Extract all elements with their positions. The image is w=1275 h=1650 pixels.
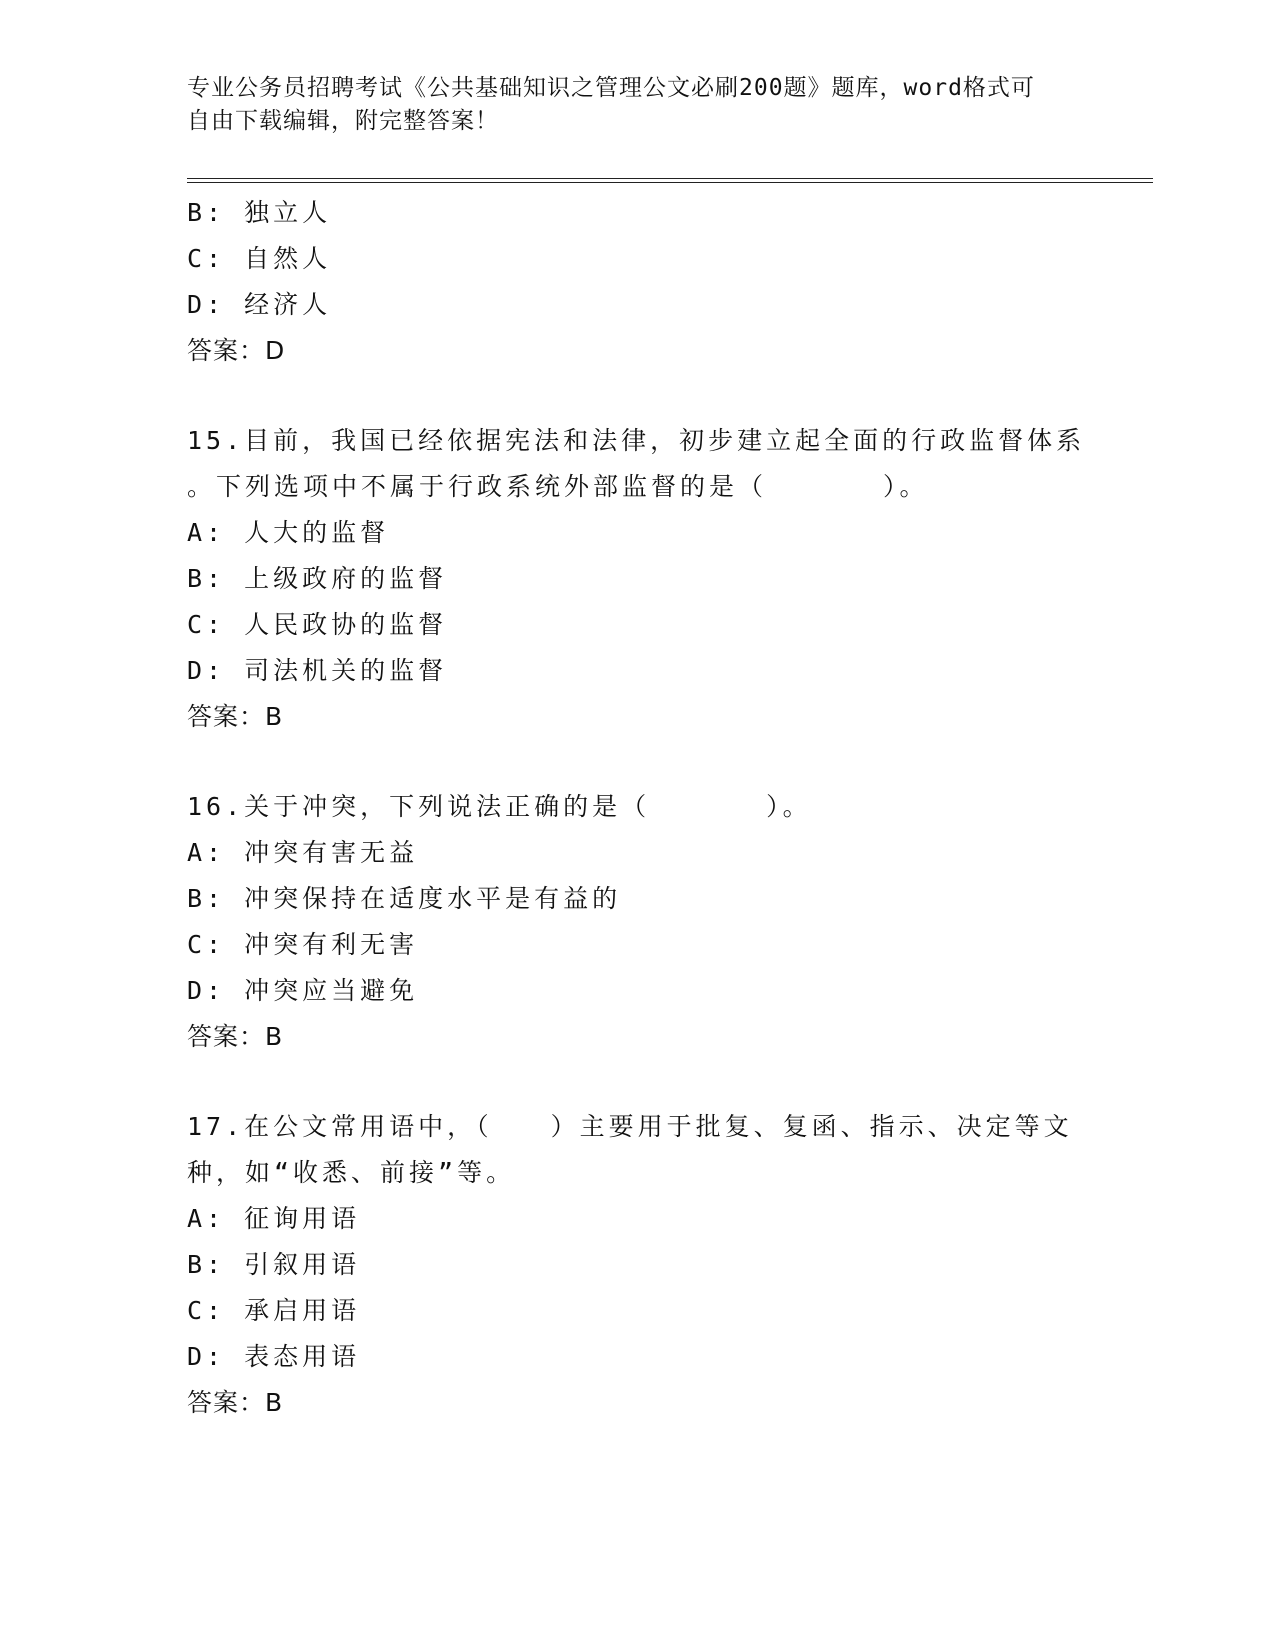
option-c <box>187 236 1087 282</box>
option-text: 独立人 <box>244 198 332 227</box>
option-d <box>187 968 1087 1014</box>
option-label: A: <box>187 1204 226 1233</box>
option-c <box>187 602 1087 648</box>
option-label: B: <box>187 884 226 913</box>
question-14-continued <box>187 190 1087 374</box>
option-label: B: <box>187 1250 226 1279</box>
question-17 <box>187 1104 1087 1426</box>
option-text: 引叙用语 <box>244 1250 361 1279</box>
option-d <box>187 1334 1087 1380</box>
option-b <box>187 876 1087 922</box>
document-body <box>187 190 1087 1426</box>
option-label: D: <box>187 656 226 685</box>
option-b <box>187 190 1087 236</box>
option-label: B: <box>187 198 226 227</box>
option-text: 冲突应当避免 <box>244 976 419 1005</box>
option-a <box>187 1196 1087 1242</box>
option-text: 司法机关的监督 <box>244 656 448 685</box>
question-stem-line1: 15.目前，我国已经依据宪法和法律，初步建立起全面的行政监督体系 <box>187 426 1086 455</box>
option-text: 人民政协的监督 <box>244 610 448 639</box>
option-label: C: <box>187 1296 226 1325</box>
document-header <box>187 72 1087 138</box>
option-label: D: <box>187 1342 226 1371</box>
option-b <box>187 556 1087 602</box>
option-d <box>187 648 1087 694</box>
option-text: 冲突有利无害 <box>244 930 419 959</box>
option-label: C: <box>187 610 226 639</box>
option-label: B: <box>187 564 226 593</box>
option-text: 冲突有害无益 <box>244 838 419 867</box>
option-label: D: <box>187 976 226 1005</box>
question-stem-line2: 种，如“收悉、前接”等。 <box>187 1158 516 1187</box>
option-text: 上级政府的监督 <box>244 564 448 593</box>
option-b <box>187 1242 1087 1288</box>
answer-line: 答案：B <box>187 1022 284 1051</box>
option-text: 冲突保持在适度水平是有益的 <box>244 884 622 913</box>
option-text: 经济人 <box>244 290 332 319</box>
header-title-line1: 专业公务员招聘考试《公共基础知识之管理公文必刷200题》题库，word格式可 <box>187 75 1035 101</box>
question-stem-line2: 。下列选项中不属于行政系统外部监督的是（ ）。 <box>187 472 929 501</box>
option-label: C: <box>187 244 226 273</box>
option-d <box>187 282 1087 328</box>
option-c <box>187 1288 1087 1334</box>
header-title-line2: 自由下载编辑，附完整答案！ <box>187 108 499 134</box>
question-stem-line1: 17.在公文常用语中，（ ）主要用于批复、复函、指示、决定等文 <box>187 1112 1073 1141</box>
option-c <box>187 922 1087 968</box>
option-label: A: <box>187 838 226 867</box>
question-16 <box>187 784 1087 1060</box>
header-divider <box>187 178 1153 183</box>
question-stem-line1: 16.关于冲突，下列说法正确的是（ ）。 <box>187 792 812 821</box>
answer-line: 答案：B <box>187 702 284 731</box>
option-text: 人大的监督 <box>244 518 390 547</box>
option-label: D: <box>187 290 226 319</box>
option-text: 承启用语 <box>244 1296 361 1325</box>
answer-line: 答案：D <box>187 336 286 365</box>
option-text: 表态用语 <box>244 1342 361 1371</box>
option-label: C: <box>187 930 226 959</box>
answer-line: 答案：B <box>187 1388 284 1417</box>
option-a <box>187 510 1087 556</box>
question-15 <box>187 418 1087 740</box>
option-text: 征询用语 <box>244 1204 361 1233</box>
option-text: 自然人 <box>244 244 332 273</box>
option-label: A: <box>187 518 226 547</box>
option-a <box>187 830 1087 876</box>
